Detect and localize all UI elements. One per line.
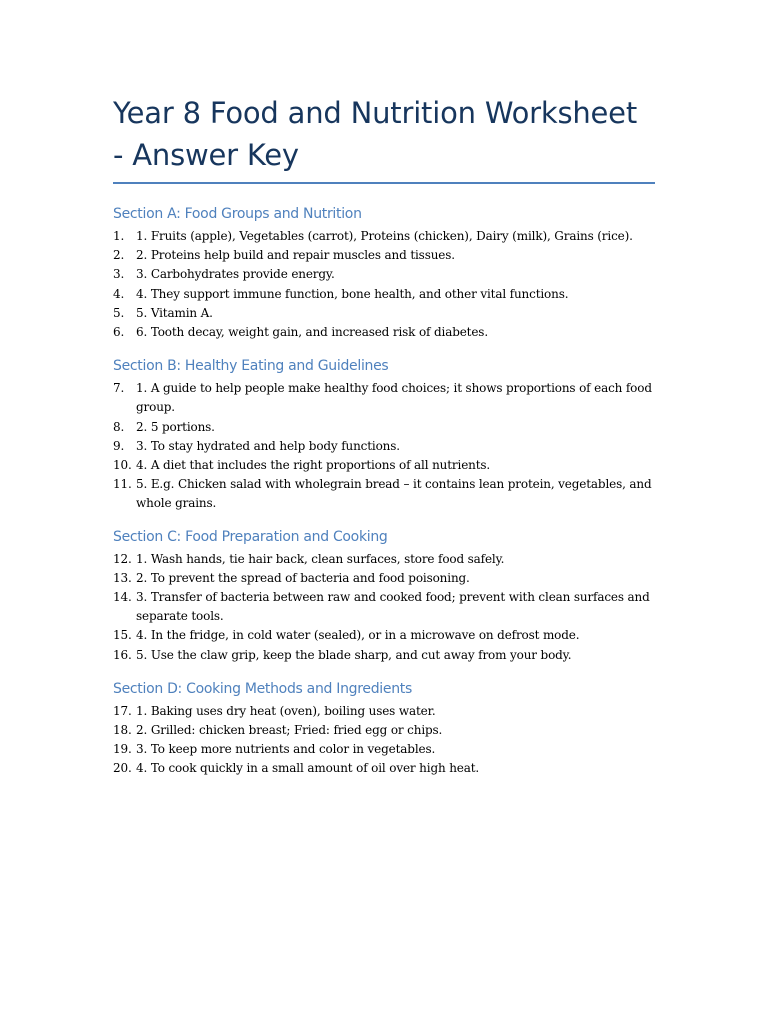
answer-item [113,323,655,342]
answer-item [113,740,655,759]
item-number: 14. [113,590,132,605]
item-number: 1. [113,229,125,243]
item-number: 3. [113,267,125,282]
answer-item [113,721,655,740]
item-number: 11. [113,477,132,492]
item-number: 7. [113,381,125,396]
answer-item [113,475,655,513]
answer-item [113,227,655,246]
answer-item [113,304,655,323]
answer-item [113,626,655,645]
item-number: 5. [113,305,125,320]
answer-text: 2. To prevent the spread of bacteria and food poisoning. [136,570,470,585]
section-heading-d: Section D: Cooking Methods and Ingredients [113,680,412,697]
answer-item [113,550,655,569]
answer-list-d [113,702,655,779]
answer-item [113,285,655,304]
section-heading-c: Section C: Food Preparation and Cooking [113,528,388,545]
answer-text: 2. 5 portions. [136,419,215,434]
section-heading-a: Section A: Food Groups and Nutrition [113,206,362,222]
answer-text: 1. Wash hands, tie hair back, clean surfaces, store food safely. [136,551,505,566]
answer-list-b [113,379,655,513]
item-number: 20. [113,761,132,776]
answer-text: 4. In the fridge, in cold water (sealed), or in a microwave on defrost mode. [136,628,580,643]
item-number: 18. [113,723,132,738]
answer-text: 4. A diet that includes the right proportions of all nutrients. [136,458,491,473]
answer-text: 4. To cook quickly in a small amount of oil over high heat. [136,761,480,776]
answer-text: 2. Proteins help build and repair muscles and tissues. [136,248,455,263]
item-number: 10. [113,458,132,473]
answer-text: 3. Carbohydrates provide energy. [136,267,335,282]
document-title: Year 8 Food and Nutrition Worksheet - Answer Key [113,96,637,172]
answer-text: 3. Transfer of bacteria between raw and cooked food; prevent with clean surfaces and separate tools. [136,590,650,624]
item-number: 12. [113,551,132,566]
item-number: 6. [113,325,125,340]
item-number: 19. [113,742,132,757]
answer-text: 3. To keep more nutrients and color in vegetables. [136,742,436,757]
item-number: 17. [113,703,132,718]
answer-item [113,418,655,437]
answer-item [113,646,655,665]
item-number: 13. [113,570,132,585]
answer-text: 5. E.g. Chicken salad with wholegrain bread – it contains lean protein, vegetables, and whole grains. [136,477,652,511]
answer-item [113,588,655,626]
item-number: 16. [113,647,132,662]
answer-text: 1. A guide to help people make healthy food choices; it shows proportions of each food group. [136,381,652,415]
answer-text: 1. Fruits (apple), Vegetables (carrot), Proteins (chicken), Dairy (milk), Grains (rice). [136,229,633,243]
answer-text: 5. Use the claw grip, keep the blade sharp, and cut away from your body. [136,647,572,662]
item-number: 15. [113,628,132,643]
item-number: 2. [113,248,125,263]
item-number: 4. [113,286,125,301]
answer-item [113,456,655,475]
answer-text: 6. Tooth decay, weight gain, and increased risk of diabetes. [136,325,488,340]
answer-text: 5. Vitamin A. [136,305,213,320]
answer-text: 3. To stay hydrated and help body functions. [136,438,400,453]
section-heading-b: Section B: Healthy Eating and Guidelines [113,358,389,375]
answer-item [113,246,655,265]
answer-item [113,379,655,417]
item-number: 9. [113,438,125,453]
answer-list-c [113,550,655,665]
answer-text: 4. They support immune function, bone health, and other vital functions. [136,286,569,301]
answer-list-a [113,227,655,342]
answer-item [113,437,655,456]
answer-text: 2. Grilled: chicken breast; Fried: fried egg or chips. [136,723,443,738]
answer-item [113,702,655,721]
document-page [113,92,655,779]
title-underline [113,182,655,184]
answer-item [113,265,655,284]
answer-item [113,759,655,778]
answer-text: 1. Baking uses dry heat (oven), boiling uses water. [136,703,436,718]
item-number: 8. [113,419,125,434]
answer-item [113,569,655,588]
